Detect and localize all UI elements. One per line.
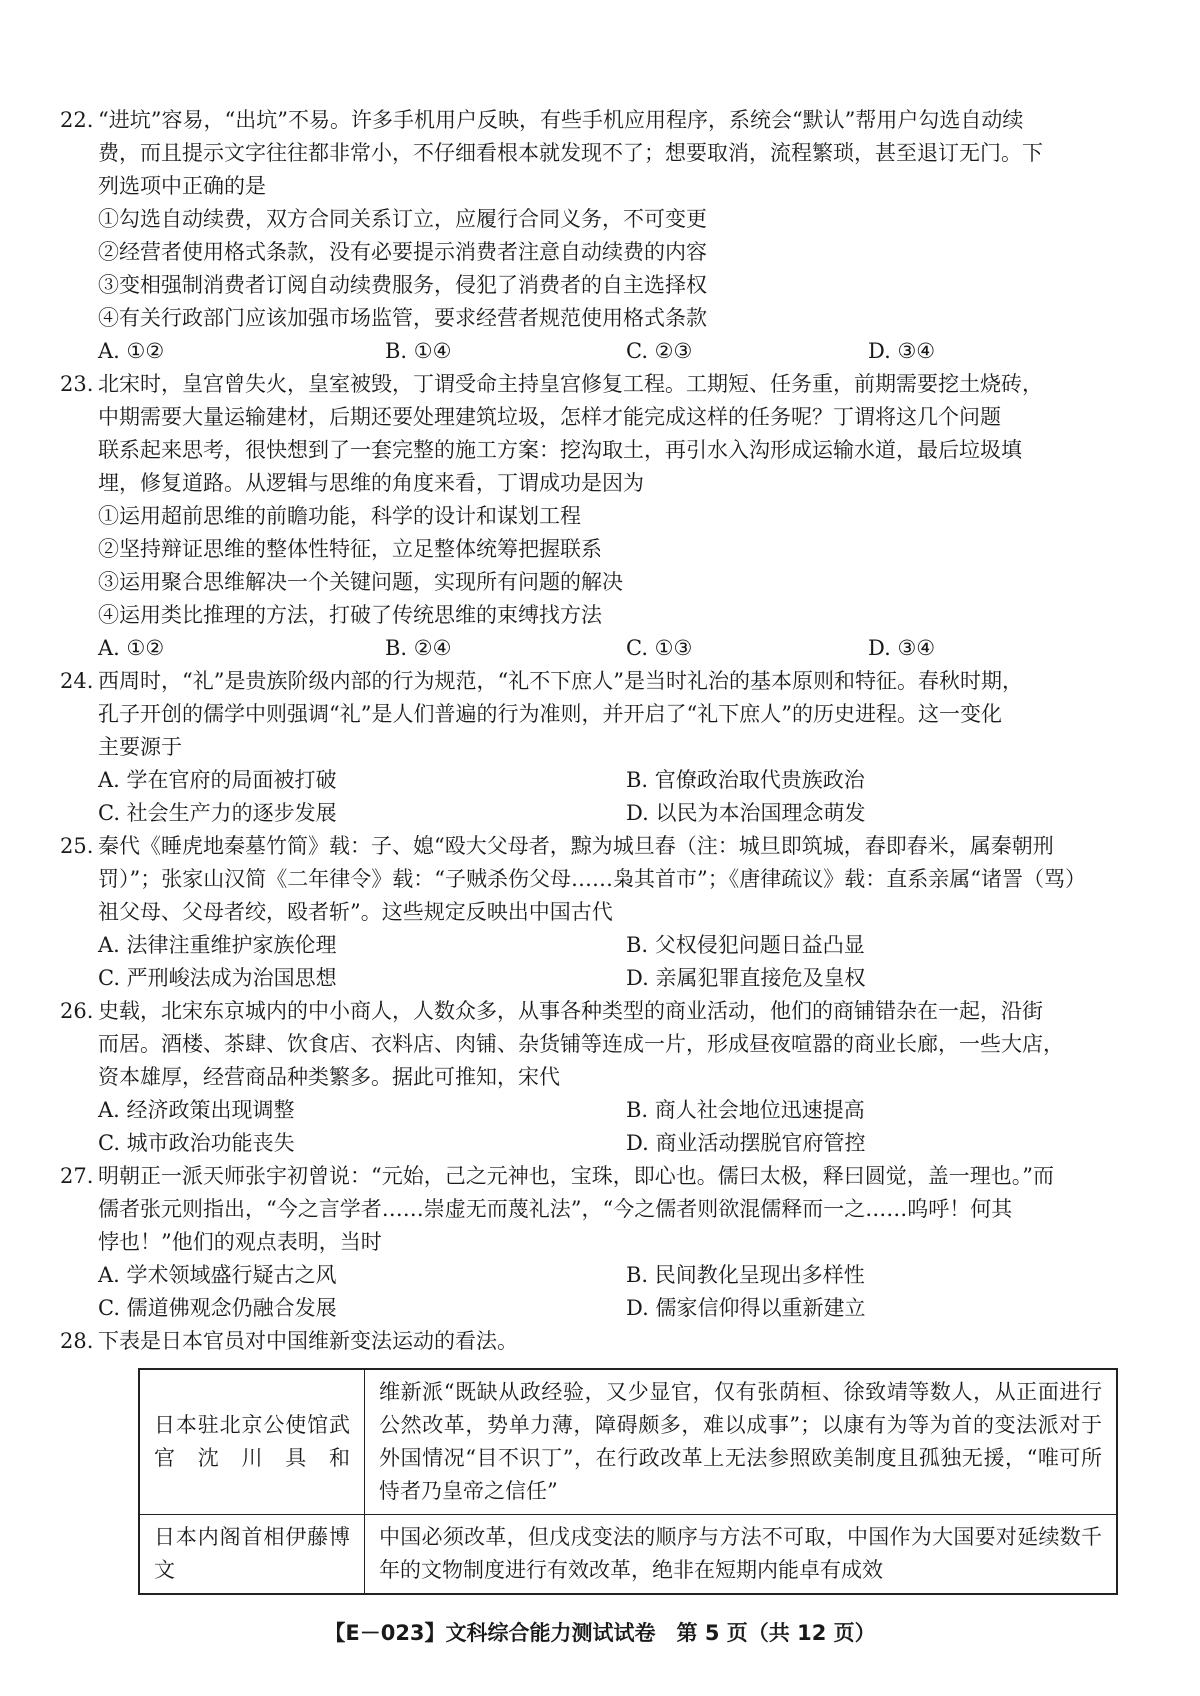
question-number: 24. (60, 669, 94, 693)
table-cell-view: 维新派“既缺从政经验，又少显官，仅有张荫桓、徐致靖等数人，从正面进行公然改革，势单力薄，障碍颇多，难以成事”；以康有为等为首的变法派对于外国情况“目不识丁”，在行政改革上无法参照欧美制度且孤独无援，“唯可所恃者乃皇帝之信任” (365, 1369, 1118, 1515)
statement: ④运用类比推理的方法，打破了传统思维的束缚找方法 (98, 603, 602, 627)
question-stem-line: 儒者张元则指出，“今之言学者……崇虚无而蔑礼法”，“今之儒者则欲混儒释而一之……呜呼！何其 (98, 1197, 1013, 1221)
option-d[interactable]: D. 亲属犯罪直接危及皇权 (626, 966, 866, 990)
table-cell-person: 日本驻北京公使馆武官沈川具和 (139, 1369, 365, 1515)
question-stem-line: 祖父母、父母者绞，殴者斩”。这些规定反映出中国古代 (98, 900, 613, 924)
page-footer: 【E－023】文科综合能力测试试卷 第 5 页（共 12 页） (324, 1621, 876, 1645)
question-stem-line: 北宋时，皇宫曾失火，皇室被毁，丁谓受命主持皇宫修复工程。工期短、任务重，前期需要挖土烧砖， (98, 372, 1043, 396)
option-a[interactable]: A. 学在官府的局面被打破 (98, 768, 337, 792)
question-stem-line: 孔子开创的儒学中则强调“礼”是人们普遍的行为准则，并开启了“礼下庶人”的历史进程。这一变化 (98, 702, 1002, 726)
statement: ①勾选自动续费，双方合同关系订立，应履行合同义务，不可变更 (98, 207, 707, 231)
option-b[interactable]: B. ②④ (385, 636, 452, 660)
option-a[interactable]: A. 法律注重维护家族伦理 (98, 933, 337, 957)
option-a[interactable]: A. 学术领域盛行疑古之风 (98, 1263, 337, 1287)
statement: ①运用超前思维的前瞻功能，科学的设计和谋划工程 (98, 504, 581, 528)
option-b[interactable]: B. ①④ (385, 339, 452, 363)
question-stem-line: 下表是日本官员对中国维新变法运动的看法。 (98, 1329, 518, 1353)
option-c[interactable]: C. 儒道佛观念仍融合发展 (98, 1296, 337, 1320)
option-d[interactable]: D. ③④ (868, 339, 936, 363)
option-b[interactable]: B. 商人社会地位迅速提高 (626, 1098, 865, 1122)
statement: ②经营者使用格式条款，没有必要提示消费者注意自动续费的内容 (98, 240, 707, 264)
question-number: 25. (60, 834, 94, 858)
statement: ②坚持辩证思维的整体性特征，立足整体统筹把握联系 (98, 537, 602, 561)
option-c[interactable]: C. ②③ (626, 339, 693, 363)
question-stem-line: 费，而且提示文字往往都非常小，不仔细看根本就发现不了；想要取消，流程繁琐，甚至退订无门。下 (98, 141, 1043, 165)
option-c[interactable]: C. ①③ (626, 636, 693, 660)
option-c[interactable]: C. 严刑峻法成为治国思想 (98, 966, 337, 990)
option-d[interactable]: D. 商业活动摆脱官府管控 (626, 1131, 866, 1155)
question-stem-line: 而居。酒楼、茶肆、饮食店、衣料店、肉铺、杂货铺等连成一片，形成昼夜喧嚣的商业长廊，一些大店， (98, 1032, 1064, 1056)
question-stem-line: 罚）”；张家山汉简《二年律令》载：“子贼杀伤父母……枭其首市”；《唐律疏议》载：直系亲属“诸詈（骂） (98, 867, 1086, 891)
question-stem-line: 埋，修复道路。从逻辑与思维的角度来看，丁谓成功是因为 (98, 471, 644, 495)
option-b[interactable]: B. 民间教化呈现出多样性 (626, 1263, 865, 1287)
option-b[interactable]: B. 官僚政治取代贵族政治 (626, 768, 865, 792)
question-number: 26. (60, 999, 94, 1023)
question-stem-line: 明朝正一派天师张宇初曾说：“元始，己之元神也，宝珠，即心也。儒曰太极，释曰圆觉，盖一理也。”而 (98, 1164, 1054, 1188)
table-cell-person: 日本内阁首相伊藤博文 (139, 1515, 365, 1595)
option-a[interactable]: A. 经济政策出现调整 (98, 1098, 295, 1122)
question-stem-line: 主要源于 (98, 735, 182, 759)
option-d[interactable]: D. 以民为本治国理念萌发 (626, 801, 866, 825)
option-b[interactable]: B. 父权侵犯问题日益凸显 (626, 933, 865, 957)
option-a[interactable]: A. ①② (98, 339, 165, 363)
question-number: 23. (60, 372, 94, 396)
table-cell-view: 中国必须改革，但戊戌变法的顺序与方法不可取，中国作为大国要对延续数千年的文物制度进行有效改革，绝非在短期内能卓有成效 (365, 1515, 1118, 1595)
statement: ④有关行政部门应该加强市场监管，要求经营者规范使用格式条款 (98, 306, 707, 330)
statement: ③变相强制消费者订阅自动续费服务，侵犯了消费者的自主选择权 (98, 273, 707, 297)
question-number: 28. (60, 1329, 94, 1353)
question-stem-line: 联系起来思考，很快想到了一套完整的施工方案：挖沟取土，再引水入沟形成运输水道，最后垃圾填 (98, 438, 1022, 462)
question-stem-line: 悖也！”他们的观点表明，当时 (98, 1230, 382, 1254)
views-table (138, 1368, 1118, 1595)
table-row (139, 1515, 1117, 1595)
option-c[interactable]: C. 城市政治功能丧失 (98, 1131, 295, 1155)
question-stem-line: 列选项中正确的是 (98, 174, 266, 198)
question-stem-line: 资本雄厚，经营商品种类繁多。据此可推知，宋代 (98, 1065, 560, 1089)
question-stem-line: 中期需要大量运输建材，后期还要处理建筑垃圾，怎样才能完成这样的任务呢？丁谓将这几个问题 (98, 405, 1001, 429)
option-d[interactable]: D. ③④ (868, 636, 936, 660)
question-stem-line: 西周时，“礼”是贵族阶级内部的行为规范，“礼不下庶人”是当时礼治的基本原则和特征。春秋时期， (98, 669, 1023, 693)
statement: ③运用聚合思维解决一个关键问题，实现所有问题的解决 (98, 570, 623, 594)
option-c[interactable]: C. 社会生产力的逐步发展 (98, 801, 337, 825)
question-stem-line: 史载，北宋东京城内的中小商人，人数众多，从事各种类型的商业活动，他们的商铺错杂在一起，沿街 (98, 999, 1043, 1023)
question-stem-line: “进坑”容易，“出坑”不易。许多手机用户反映，有些手机应用程序，系统会“默认”帮用户勾选自动续 (98, 108, 1024, 132)
question-stem-line: 秦代《睡虎地秦墓竹简》载：子、媳“殴大父母者，黥为城旦舂（注：城旦即筑城，舂即舂米，属秦朝刑 (98, 834, 1054, 858)
option-d[interactable]: D. 儒家信仰得以重新建立 (626, 1296, 866, 1320)
question-number: 22. (60, 108, 94, 132)
table-row (139, 1369, 1117, 1515)
option-a[interactable]: A. ①② (98, 636, 165, 660)
question-number: 27. (60, 1164, 94, 1188)
